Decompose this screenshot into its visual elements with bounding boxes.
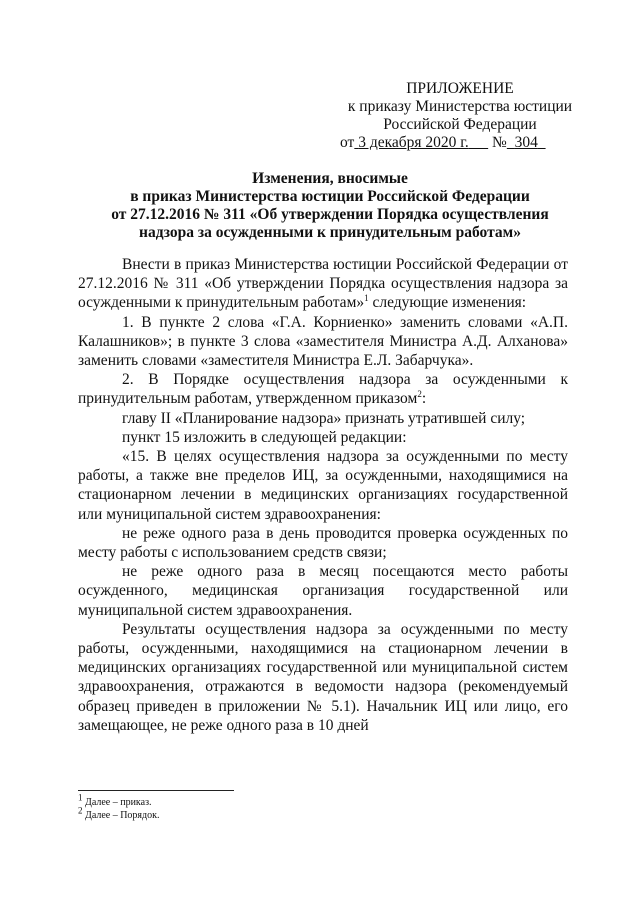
paragraph-point-15: пункт 15 изложить в следующей редакции: [122,428,407,446]
title-line-3: от 27.12.2016 № 311 «Об утверждении Порядка осуществления [111,206,549,223]
paragraph-chapter-2: главу II «Планирование надзора» признать утратившей силу; [122,409,526,427]
title-line-1: Изменения, вносимые [252,170,408,187]
appendix-date-line [340,134,590,152]
footnote-ref-2: 2 [417,389,422,400]
footnotes [78,792,160,822]
title-line-4: надзора за осужденными к принудительным работам» [139,224,521,241]
appendix-title: ПРИЛОЖЕНИЕ [406,80,514,97]
number-prefix: № [492,134,507,151]
paragraph-item-1: 1. В пункте 2 слова «Г.А. Корниенко» заменить словами «А.П. Калашников»; в пункте 3 слова «заместителя Министра А.Д. Алханова» заменить словами «заместителя Министра Е.Л. Забарчука». [78,313,568,370]
paragraph-intro: Внести в приказ Министерства юстиции Российской Федерации от 27.12.2016 № 311 «Об утверждении Порядка осуществления надзора за осужденными к принудительным работам»$^1$ следующие изменения: [78,256,568,312]
paragraph-15-text: «15. В целях осуществления надзора за осужденными по месту работы, а также вне пределов ИЦ, за осужденными, находящимися на стационарном лечении в медицинских организациях государственной или муниципальной систем здравоохранения: [78,448,568,523]
footnote-1: $^1$ Далее – приказ. [78,792,152,808]
paragraph-results: Результаты осуществления надзора за осужденными по месту работы, осужденными, находящимися на стационарном лечении в медицинских организациях государственной или муниципальной систем здравоохранения, отражаются в ведомости надзора (рекомендуемый образец приведен в приложении № 5.1). Начальник ИЦ или лицо, его замещающее, не реже одного раза в 10 дней [78,620,568,734]
paragraph-item-2: 2. В Порядке осуществления надзора за осужденными к принудительным работам, утвержденном приказом$^2$: [78,371,568,408]
footnote-2: $^2$ Далее – Порядок. [78,805,160,821]
appendix-order-line: к приказу Министерства юстиции [347,98,573,115]
title-line-2: в приказ Министерства юстиции Российской Федерации [130,188,530,205]
date-prefix: от [340,134,355,151]
order-date: 3 декабря 2020 г. [358,134,469,151]
appendix-country-line: Российской Федерации [383,116,537,133]
paragraph-monthly-visit: не реже одного раза в месяц посещаются место работы осужденного, медицинская организация государственной или муниципальной систем здравоохранения. [78,563,568,619]
paragraph-daily-check: не реже одного раза в день проводится проверка осужденных по месту работы с использованием средств связи; [78,524,568,562]
footnote-divider [78,790,234,791]
document-title [90,170,570,242]
document-body [78,255,568,735]
footnote-ref-1: 1 [364,293,369,304]
order-number: 304 [514,134,538,151]
appendix-header [330,80,590,152]
